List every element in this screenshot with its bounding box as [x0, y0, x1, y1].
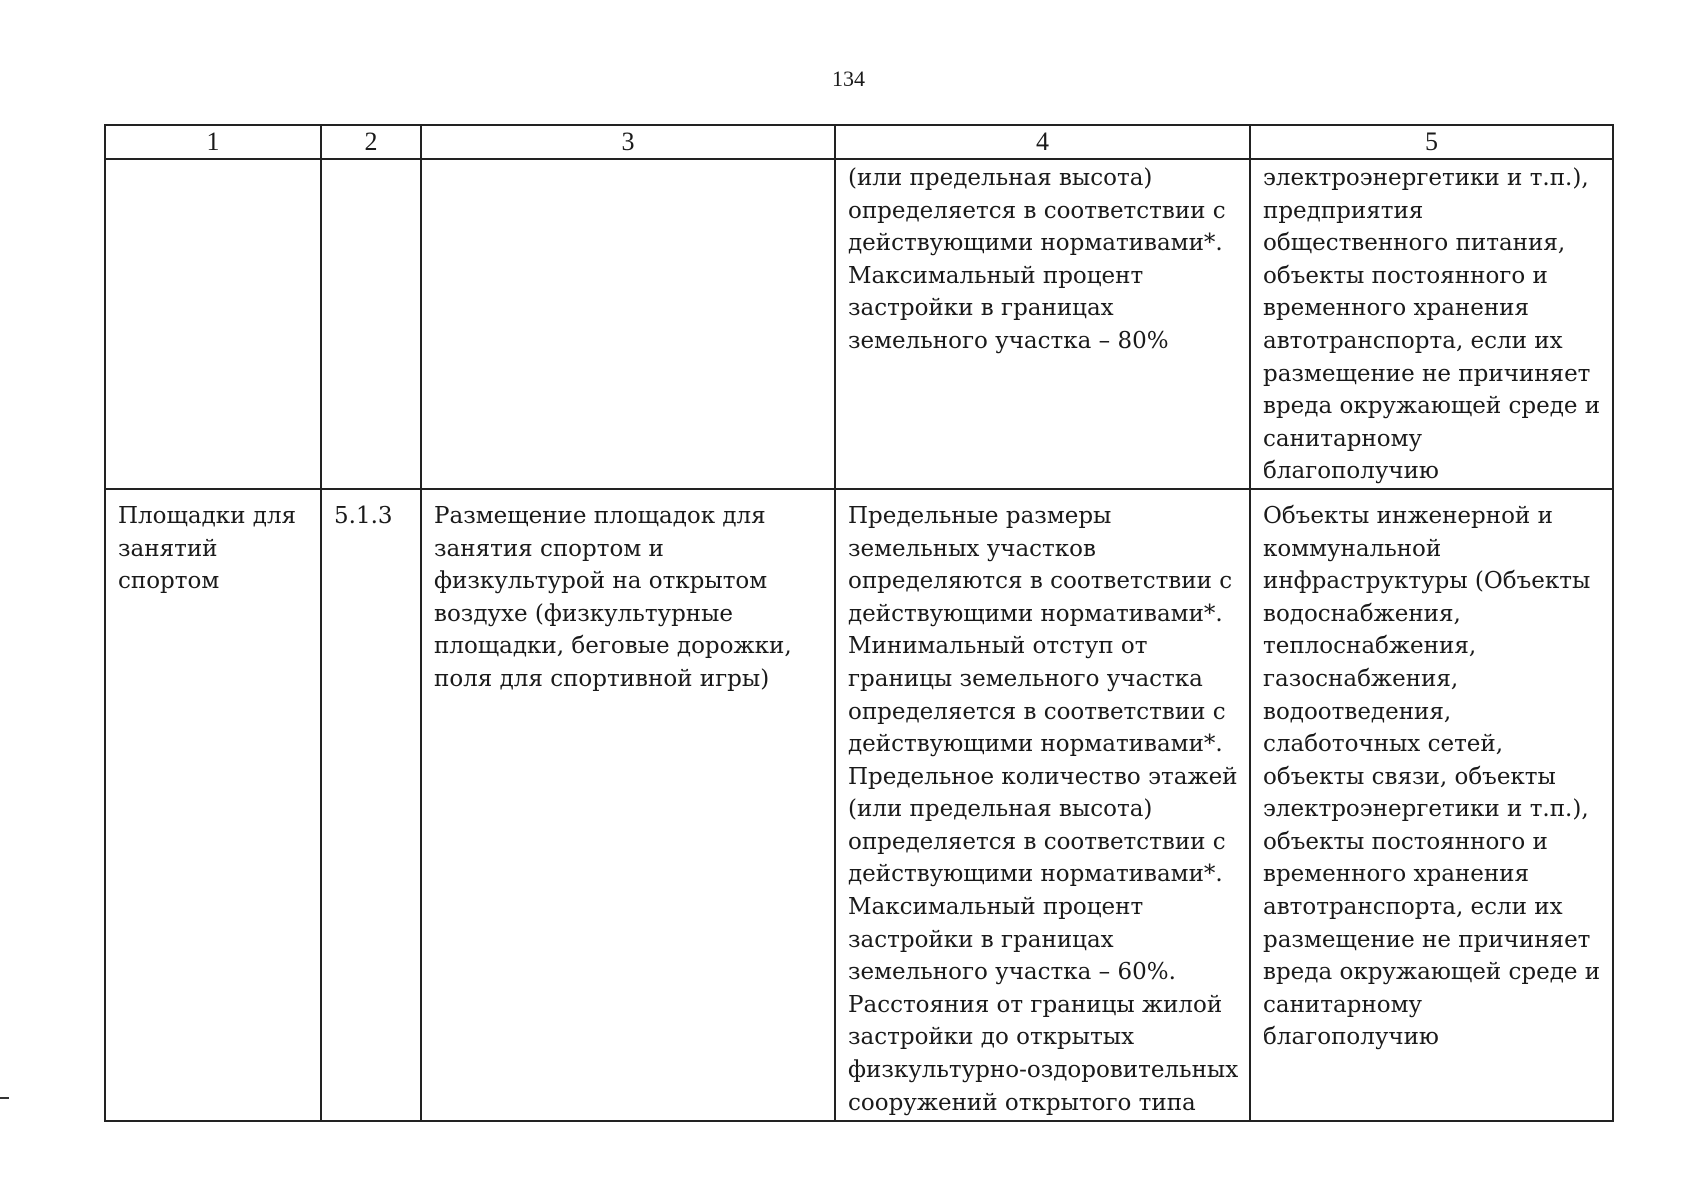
table-row	[105, 159, 1613, 489]
page-number: 134	[832, 66, 865, 91]
cell-auxiliary-uses: Объекты инженерной и коммунальной инфраструктуры (Объекты водоснабжения, теплоснабжения, газоснабжения, водоотведения, слаботочных сетей, объекты связи, объекты электроэнергетики и т.п.), объекты постоянного и временного хранения автотранспорта, если их размещение не причиняет вреда окружающей среде и санитарному благополучию	[1250, 489, 1613, 1121]
cell-classifier-code	[321, 159, 421, 489]
cell-use-description	[421, 159, 835, 489]
cell-parameter-limits: (или предельная высота) определяется в соответствии с действующими нормативами*. Максимальный процент застройки в границах земельного участка – 80%	[835, 159, 1250, 489]
scan-edge-mark	[0, 1097, 9, 1099]
table-row	[105, 489, 1613, 1121]
cell-parameter-limits: Предельные размеры земельных участков определяются в соответствии с действующими нормативами*. Минимальный отступ от границы земельного участка определяется в соответствии с действующими нормативами*. Предельное количество этажей (или предельная высота) определяется в соответствии с действующими нормативами*. Максимальный процент застройки в границах земельного участка – 60%. Расстояния от границы жилой застройки до открытых физкультурно-оздоровительных сооружений открытого типа	[835, 489, 1250, 1121]
cell-permitted-use-name	[105, 159, 321, 489]
cell-use-description: Размещение площадок для занятия спортом и физкультурой на открытом воздухе (физкультурные площадки, беговые дорожки, поля для спортивной игры)	[421, 489, 835, 1121]
regulations-table	[104, 124, 1614, 1122]
cell-auxiliary-uses: электроэнергетики и т.п.), предприятия общественного питания, объекты постоянного и временного хранения автотранспорта, если их размещение не причиняет вреда окружающей среде и санитарному благополучию	[1250, 159, 1613, 489]
column-header-3: 3	[421, 125, 835, 159]
column-header-1: 1	[105, 125, 321, 159]
table-header-row	[105, 125, 1613, 159]
column-header-4: 4	[835, 125, 1250, 159]
cell-classifier-code: 5.1.3	[321, 489, 421, 1121]
cell-permitted-use-name: Площадки для занятий спортом	[105, 489, 321, 1121]
column-header-2: 2	[321, 125, 421, 159]
column-header-5: 5	[1250, 125, 1613, 159]
